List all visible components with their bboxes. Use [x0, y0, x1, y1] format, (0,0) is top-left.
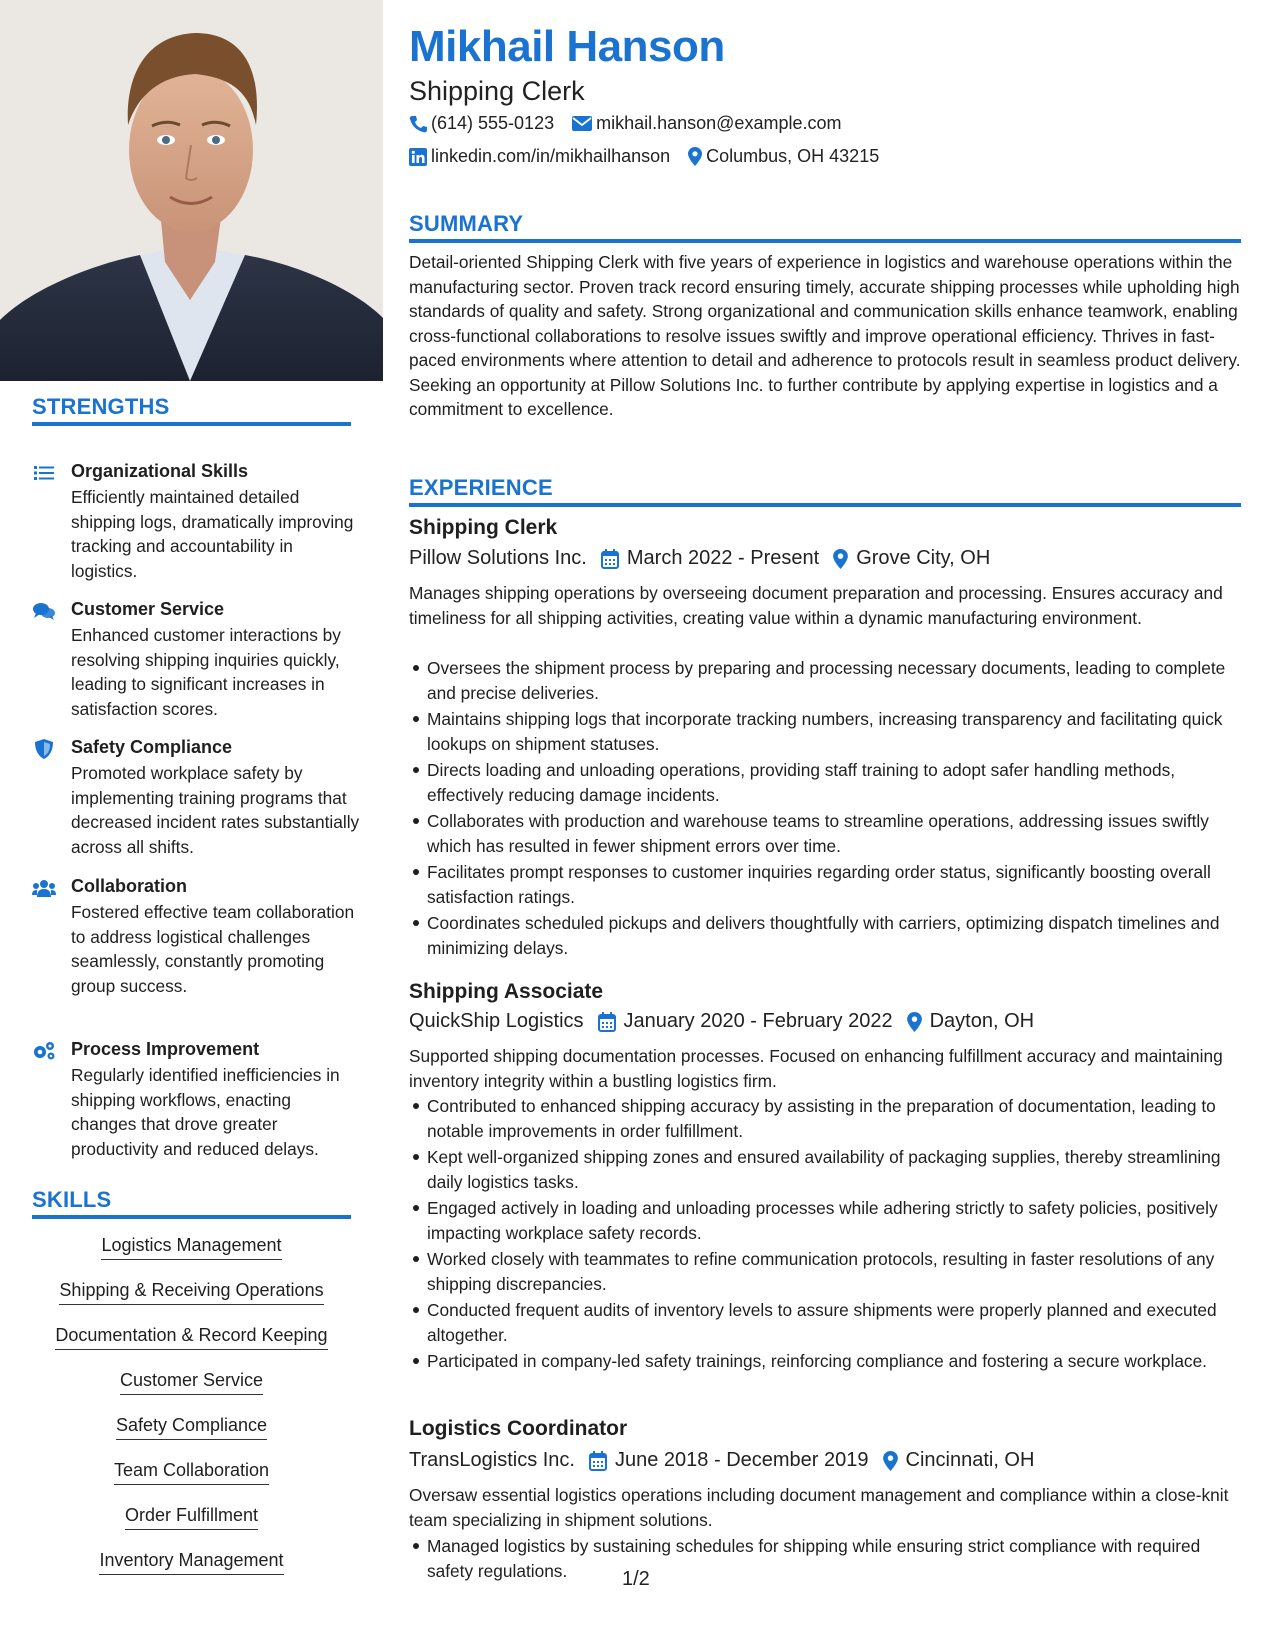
strengths-rule — [32, 422, 351, 426]
strengths-heading: STRENGTHS — [32, 394, 170, 419]
skill-item: Shipping & Receiving Operations — [32, 1280, 351, 1305]
job-description: Oversaw essential logistics operations including document management and compliance within a close-knit team specializing in shipment solutions. — [409, 1485, 1229, 1530]
contact-linkedin[interactable]: linkedin.com/in/mikhailhanson — [409, 146, 670, 167]
shield-icon — [32, 739, 56, 759]
job-company: QuickShip Logistics — [409, 1010, 584, 1032]
job-bullet: Coordinates scheduled pickups and delivers thoughtfully with carriers, optimizing dispatch timelines and minimizing delays. — [427, 911, 1247, 960]
skills-heading: SKILLS — [32, 1187, 112, 1212]
profile-photo — [0, 0, 383, 381]
portrait-illustration — [0, 0, 383, 381]
calendar-icon — [601, 549, 619, 569]
job-bullet: Oversees the shipment process by preparing and processing necessary documents, leading to complete and precise deliveries. — [427, 656, 1247, 705]
strength-heading: Collaboration — [71, 876, 187, 896]
gears-icon — [32, 1041, 56, 1061]
candidate-title: Shipping Clerk — [409, 76, 585, 106]
contact-email[interactable]: mikhail.hanson@example.com — [572, 113, 841, 134]
strength-text: Promoted workplace safety by implementing training programs that decreased incident rates substantially across all shifts. — [71, 763, 360, 857]
strength-text: Efficiently maintained detailed shipping logs, dramatically improving tracking and accountability in logistics. — [71, 487, 354, 581]
job-bullet: Facilitates prompt responses to customer inquiries regarding order status, significantly boosting overall satisfaction ratings. — [427, 860, 1247, 909]
job-location: Cincinnati, OH — [883, 1449, 1035, 1472]
map-pin-icon — [688, 147, 702, 166]
job-bullets — [409, 1534, 1247, 1585]
strength-text: Enhanced customer interactions by resolving shipping inquiries quickly, leading to significant increases in satisfaction scores. — [71, 625, 341, 719]
users-icon — [32, 878, 56, 898]
skill-item: Safety Compliance — [32, 1415, 351, 1440]
map-pin-icon — [907, 1012, 922, 1032]
job-dates: March 2022 - Present — [601, 547, 819, 570]
strength-heading: Organizational Skills — [71, 461, 249, 481]
job-company: Pillow Solutions Inc. — [409, 547, 587, 569]
job-bullet: Managed logistics by sustaining schedules for shipping while ensuring strict compliance with required safety regulations. — [427, 1534, 1247, 1583]
contact-location: Columbus, OH 43215 — [688, 146, 879, 167]
job-bullet: Engaged actively in loading and unloading processes while adhering strictly to safety policies, positively impacting workplace safety records. — [427, 1196, 1247, 1245]
page-number: 1/2 — [622, 1568, 650, 1590]
job-location: Grove City, OH — [833, 547, 990, 570]
job-location: Dayton, OH — [907, 1010, 1034, 1033]
job-bullet: Conducted frequent audits of inventory levels to assure shipments were properly planned and executed altogether. — [427, 1298, 1247, 1347]
job-bullet: Directs loading and unloading operations, providing staff training to adopt safer handling methods, effectively reducing damage incidents. — [427, 758, 1247, 807]
chat-bubbles-icon — [32, 601, 56, 621]
contact-row — [409, 146, 897, 167]
summary-rule — [409, 239, 1241, 243]
job-bullet: Maintains shipping logs that incorporate tracking numbers, increasing transparency and facilitating quick lookups on shipment statuses. — [427, 707, 1247, 756]
linkedin-icon — [409, 148, 427, 166]
skills-rule — [32, 1215, 351, 1219]
strength-heading: Process Improvement — [71, 1039, 260, 1059]
job-role: Shipping Associate — [409, 980, 604, 1003]
strength-text: Fostered effective team collaboration to address logistical challenges seamlessly, constantly promoting group success. — [71, 902, 355, 996]
envelope-icon — [572, 116, 592, 131]
phone-icon — [409, 115, 427, 133]
job-meta — [409, 1010, 1048, 1033]
skill-item: Inventory Management — [32, 1550, 351, 1575]
job-dates: June 2018 - December 2019 — [589, 1449, 869, 1472]
list-icon — [32, 463, 56, 483]
candidate-name: Mikhail Hanson — [409, 22, 725, 71]
job-bullet: Kept well-organized shipping zones and ensured availability of packaging supplies, thereby streamlining daily logistics tasks. — [427, 1145, 1247, 1194]
left-column — [0, 0, 383, 1650]
job-bullets — [409, 1094, 1247, 1376]
job-meta — [409, 547, 1004, 570]
summary-text: Detail-oriented Shipping Clerk with five years of experience in logistics and warehouse operations within the manufacturing sector. Proven track record ensuring timely, accurate shipping processes while upholding high standards of quality and safety. Strong organizational and communication skills enhance teamwork, enabling cross-functional collaborations to resolve issues swiftly and improve operational efficiency. Thrives in fast-paced environments where attention to detail and adherence to protocols result in seamless product delivery. Seeking an opportunity at Pillow Solutions Inc. to further contribute by applying expertise in logistics and a commitment to excellence. — [409, 252, 1241, 419]
job-company: TransLogistics Inc. — [409, 1449, 575, 1471]
map-pin-icon — [833, 549, 848, 569]
job-description: Manages shipping operations by overseeing document preparation and processing. Ensures accuracy and timeliness for all shipping activities, creating value within a dynamic manufacturing environment. — [409, 583, 1223, 628]
experience-rule — [409, 503, 1241, 507]
skill-item: Documentation & Record Keeping — [32, 1325, 351, 1350]
job-dates: January 2020 - February 2022 — [598, 1010, 893, 1033]
job-role: Shipping Clerk — [409, 516, 558, 539]
skill-item: Team Collaboration — [32, 1460, 351, 1485]
contact-phone: (614) 555-0123 — [409, 113, 554, 134]
job-bullet: Contributed to enhanced shipping accuracy by assisting in the preparation of documentation, leading to notable improvements in order fulfillment. — [427, 1094, 1247, 1143]
job-bullet: Collaborates with production and warehouse teams to streamline operations, addressing issues swiftly which has resulted in fewer shipment errors over time. — [427, 809, 1247, 858]
job-bullets — [409, 656, 1247, 962]
skill-item: Customer Service — [32, 1370, 351, 1395]
skill-item: Logistics Management — [32, 1235, 351, 1260]
job-description: Supported shipping documentation processes. Focused on enhancing fulfillment accuracy and maintaining inventory integrity within a bustling logistics firm. — [409, 1046, 1223, 1091]
calendar-icon — [589, 1451, 607, 1471]
job-role: Logistics Coordinator — [409, 1417, 628, 1440]
job-bullet: Participated in company-led safety trainings, reinforcing compliance and fostering a secure workplace. — [427, 1349, 1247, 1374]
strength-heading: Customer Service — [71, 599, 225, 619]
job-meta — [409, 1449, 1048, 1472]
strength-text: Regularly identified inefficiencies in shipping workflows, enacting changes that drove greater productivity and reduced delays. — [71, 1065, 340, 1159]
calendar-icon — [598, 1012, 616, 1032]
summary-heading: SUMMARY — [409, 211, 524, 236]
contact-row — [409, 113, 859, 134]
skill-item: Order Fulfillment — [32, 1505, 351, 1530]
map-pin-icon — [883, 1451, 898, 1471]
strength-heading: Safety Compliance — [71, 737, 233, 757]
job-bullet: Worked closely with teammates to refine communication protocols, resulting in faster resolutions of any shipping discrepancies. — [427, 1247, 1247, 1296]
experience-heading: EXPERIENCE — [409, 475, 553, 500]
